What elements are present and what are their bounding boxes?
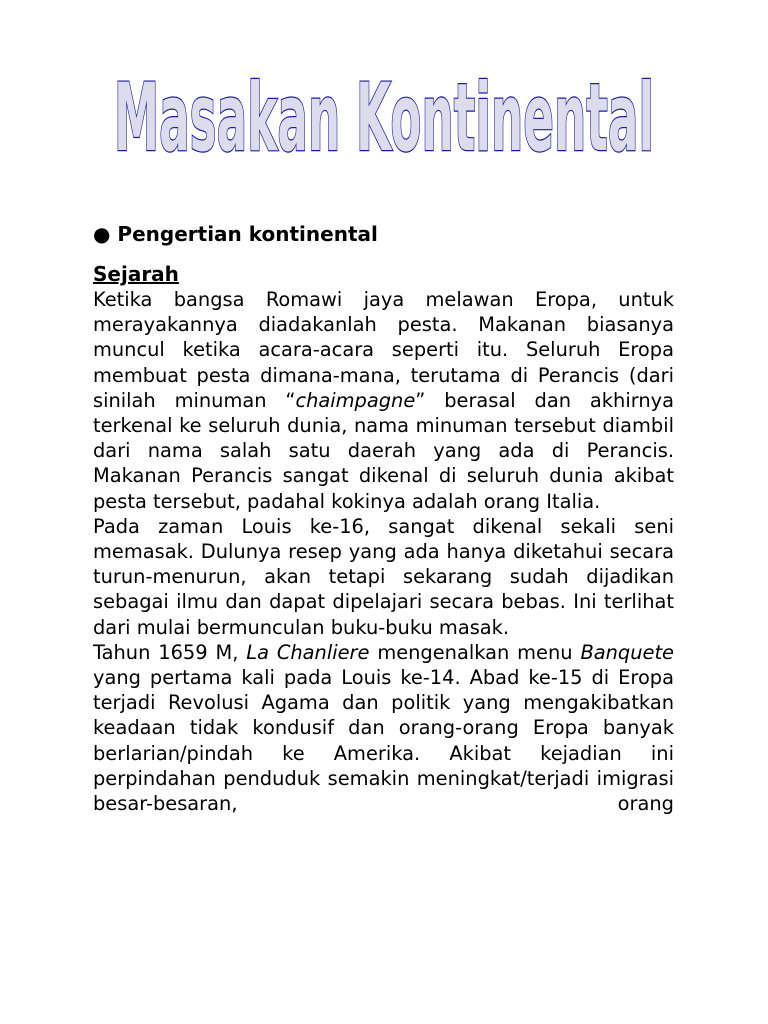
paragraph-3 <box>93 640 674 816</box>
paragraph-2: Pada zaman Louis ke-16, sangat dikenal sekali seni memasak. Dulunya resep yang ada hanya diketahui secara turun-menurun, akan tetapi sekarang sudah dijadikan sebagai ilmu dan dapat dipelajari secara bebas. Ini terlihat dari mulai bermunculan buku-buku masak. <box>93 514 674 639</box>
document-body <box>93 219 674 816</box>
paragraph-1-text-a: Ketika bangsa Romawi jaya melawan Eropa, untuk merayakannya diadakanlah pesta. Makanan biasanya muncul ketika acara-acara seperti itu. Seluruh Eropa membuat pesta dimana-mana, terutama di Perancis (dari sinilah minuman “ <box>93 288 674 412</box>
document-title: Masakan Kontinental <box>114 70 654 166</box>
paragraph-3-text-c: yang pertama kali pada Louis ke-14. Abad ke-15 di Eropa terjadi Revolusi Agama dan politik yang mengakibatkan keadaan tidak kondusif dan orang-orang Eropa banyak berlarian/pindah ke Amerika. Akibat kejadian ini perpindahan penduduk semakin meningkat/terjadi imigrasi besar-besaran, orang <box>93 666 674 816</box>
paragraph-3-text-b: mengenalkan menu <box>369 640 581 664</box>
paragraph-3-italic-menu: Banquete <box>580 640 674 664</box>
wordart-title-graphic <box>92 70 676 166</box>
bullet-heading <box>93 219 674 249</box>
paragraph-1-italic-term: chaimpagne <box>295 388 416 412</box>
section-heading: Sejarah <box>93 262 179 286</box>
paragraph-1-text-b: ” berasal dan akhirnya terkenal ke seluruh dunia, nama minuman tersebut diambil dari nama salah satu daerah yang ada di Perancis. Makanan Perancis sangat dikenal di seluruh dunia akibat pesta tersebut, padahal kokinya adalah orang Italia. <box>93 388 674 513</box>
paragraph-3-text-a: Tahun 1659 M, <box>93 640 247 664</box>
bullet-heading-text: Pengertian kontinental <box>117 222 378 246</box>
paragraph-1 <box>93 287 674 514</box>
bullet-icon: ● <box>93 222 111 246</box>
wordart-title <box>92 70 676 166</box>
paragraph-3-italic-name: La Chanliere <box>246 640 370 664</box>
